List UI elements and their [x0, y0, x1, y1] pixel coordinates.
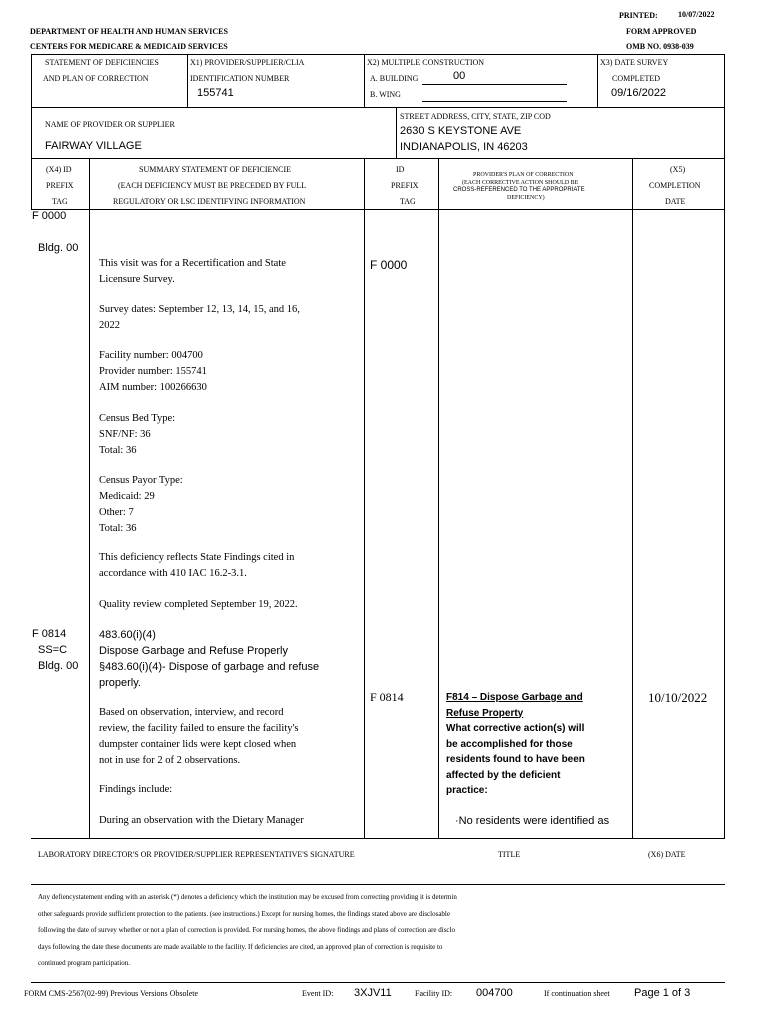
- paragraph-findings: Findings include:: [99, 784, 173, 795]
- statement-label-2: AND PLAN OF CORRECTION: [43, 74, 149, 83]
- id-label-3: TAG: [400, 197, 416, 206]
- paragraph-survey-dates: Survey dates: September 12, 13, 14, 15, and 16, 2022: [99, 304, 300, 331]
- tag-f0000-right: F 0000: [370, 258, 408, 272]
- statement-label-1: STATEMENT OF DEFICIENCIES: [45, 58, 159, 67]
- plan-of-correction: F814 – Dispose Garbage and Refuse Property What corrective action(s) will be accomplished for those residents found to have been affected by the deficient practice:: [446, 692, 585, 796]
- form-number: FORM CMS-2567(02-99) Previous Versions Obsolete: [24, 989, 199, 998]
- printed-date: 10/07/2022: [678, 10, 715, 19]
- x3-label-2: COMPLETED: [612, 74, 660, 83]
- signature-label: LABORATORY DIRECTOR'S OR PROVIDER/SUPPLIER REPRESENTATIVE'S SIGNATURE: [38, 850, 355, 859]
- building-tag-2: Bldg. 00: [38, 660, 79, 672]
- x5-label-3: DATE: [665, 197, 686, 206]
- provider-name-label: NAME OF PROVIDER OR SUPPLIER: [45, 120, 175, 129]
- poc-label-4: DEFICIENCY): [507, 195, 545, 201]
- address-label: STREET ADDRESS, CITY, STATE, ZIP COD: [400, 112, 551, 121]
- paragraph-census-payor: Census Payor Type: Medicaid: 29 Other: 7 Total: 36: [99, 475, 183, 534]
- summary-label-1: SUMMARY STATEMENT OF DEFICIENCIE: [139, 165, 292, 174]
- event-id: 3XJV11: [354, 987, 392, 999]
- paragraph-quality-review: Quality review completed September 19, 2022.: [99, 599, 298, 610]
- scope-severity: SS=C: [38, 644, 68, 656]
- completion-date: 10/10/2022: [648, 690, 708, 705]
- centers-name: CENTERS FOR MEDICARE & MEDICAID SERVICES: [30, 42, 228, 51]
- provider-name: FAIRWAY VILLAGE: [45, 140, 142, 152]
- tag-f0814-block: [32, 626, 78, 674]
- tag-f0814: F 0814: [32, 628, 67, 640]
- x3-label-1: X3) DATE SURVEY: [600, 58, 669, 67]
- building-value: 00: [453, 70, 466, 82]
- poc-label-3: CROSS-REFERENCED TO THE APPROPRIATE: [453, 187, 585, 193]
- wing-label: B. WING: [370, 90, 401, 99]
- regulation-text: 483.60(i)(4) Dispose Garbage and Refuse Properly §483.60(i)(4)- Dispose of garbage and refuse properly.: [99, 629, 320, 689]
- provider-number: 155741: [197, 87, 234, 99]
- summary-label-2: (EACH DEFICIENCY MUST BE PRECEDED BY FULL: [118, 181, 307, 190]
- tag-f0814-right: F 0814: [370, 690, 404, 704]
- building-label: A. BUILDING: [370, 74, 419, 83]
- summary-label-3: REGULATORY OR LSC IDENTIFYING INFORMATION: [113, 197, 306, 206]
- continuation-label: If continuation sheet: [544, 989, 610, 998]
- page-number: Page 1 of 3: [634, 987, 691, 999]
- x4-label-3: TAG: [52, 197, 68, 206]
- paragraph-dietary: During an observation with the Dietary Manager: [99, 815, 304, 826]
- paragraph-visit: This visit was for a Recertification and State Licensure Survey.: [99, 258, 286, 285]
- paragraph-facility: Facility number: 004700 Provider number: 155741 AIM number: 100266630: [99, 350, 207, 393]
- x6-date-label: (X6) DATE: [648, 850, 686, 859]
- x1-label-2: IDENTIFICATION NUMBER: [190, 74, 290, 83]
- x2-label: X2) MULTIPLE CONSTRUCTION: [367, 58, 485, 67]
- facility-id: 004700: [476, 987, 513, 999]
- poc-label-1: PROVIDER'S PLAN OF CORRECTION: [473, 172, 574, 178]
- x4-label-2: PREFIX: [46, 181, 74, 190]
- paragraph-state-findings: This deficiency reflects State Findings cited in accordance with 410 IAC 16.2-3.1.: [99, 552, 295, 579]
- omb-number: OMB NO. 0938-039: [626, 42, 694, 51]
- department-name: DEPARTMENT OF HEALTH AND HUMAN SERVICES: [30, 27, 228, 36]
- building-tag-1: Bldg. 00: [38, 242, 79, 254]
- printed-label: PRINTED:: [619, 11, 658, 20]
- x5-label-1: (X5): [670, 165, 686, 174]
- x1-label-1: X1) PROVIDER/SUPPLIER/CLIA: [190, 58, 305, 67]
- id-label-2: PREFIX: [391, 181, 419, 190]
- x5-label-2: COMPLETION: [649, 181, 701, 190]
- survey-date: 09/16/2022: [611, 87, 667, 99]
- address-line-1: 2630 S KEYSTONE AVE: [400, 125, 522, 137]
- id-label-1: ID: [396, 165, 405, 174]
- facility-id-label: Facility ID:: [415, 989, 453, 998]
- poc-label-2: (EACH CORRECTIVE ACTION SHOULD BE: [462, 180, 579, 186]
- disclaimer: Any defiencystatement ending with an asterisk (*) denotes a deficiency which the institution may be excused from correcting providing it is determin other safeguards provide sufficient protection to the patients. (see instructions.) Except for nursing homes, the findings stated above are disclosable following the date of survey whether or not a plan of correction is provided. For nursing homes, the above findings and plans of correction are disclo days following the date these documents are made available to the facility. If deficiencies are cited, an approved plan of correction is requisite to continued program participation.: [38, 893, 457, 967]
- x4-label-1: (X4) ID: [46, 165, 72, 174]
- paragraph-census-bed: Census Bed Type: SNF/NF: 36 Total: 36: [99, 413, 176, 456]
- paragraph-observation: Based on observation, interview, and record review, the facility failed to ensure the facility's dumpster container lids were kept closed when not in use for 2 of 2 observations.: [99, 707, 299, 766]
- event-id-label: Event ID:: [302, 989, 334, 998]
- address-line-2: INDIANAPOLIS, IN 46203: [400, 141, 528, 153]
- tag-f0000: F 0000: [32, 210, 67, 222]
- title-label: TITLE: [498, 850, 521, 859]
- form-approved: FORM APPROVED: [626, 27, 697, 36]
- poc-bullet: ·No residents were identified as: [455, 815, 610, 827]
